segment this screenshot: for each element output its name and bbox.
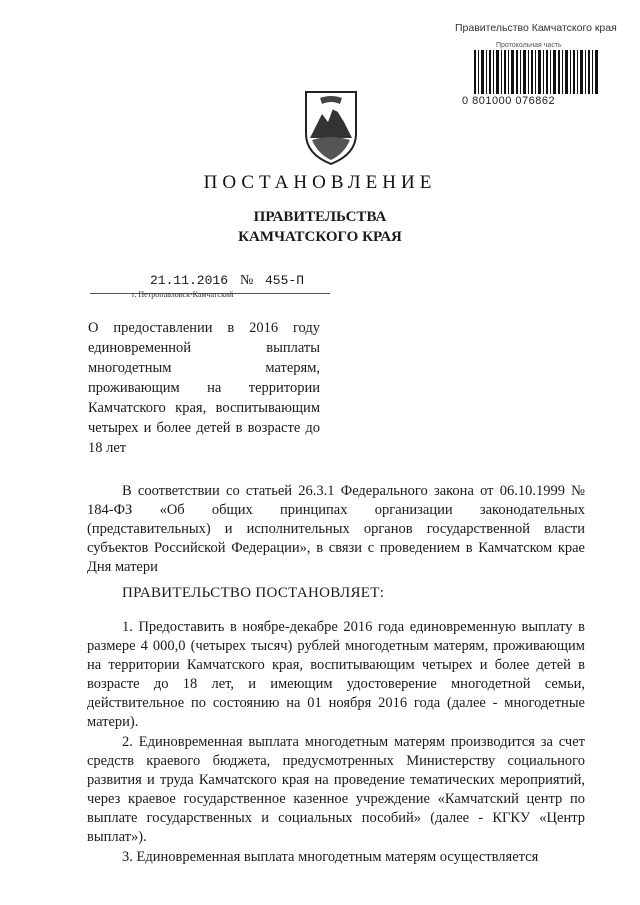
- document-number: 455-П: [265, 273, 305, 288]
- document-date: 21.11.2016: [150, 273, 229, 288]
- document-subject: [88, 318, 320, 458]
- decree-item-1: 1. Предоставить в ноябре-декабре 2016 года единовременную выплату в размере 4 000,0 (четырех тысяч) рублей многодетным матерям, проживающим на территории Камчатского края, воспитывающим четырех и более детей в возрасте до 18 лет, и имеющим удостоверение многодетной семьи, действительное по состоянию на 01 ноября 2016 года (далее - многодетные матери).: [87, 619, 585, 730]
- decree-heading: ПРАВИТЕЛЬСТВО ПОСТАНОВЛЯЕТ:: [122, 585, 385, 601]
- decree-item-2: 2. Единовременная выплата многодетным матерям производится за счет средств краевого бюджета, предусмотренных Министерству социального развития и труда Камчатского края на проведение тематических мероприятий, через краевое государственное казенное учреждение «Камчатский центр по выплате государственных и социальных пособий» (далее - КГКУ «Центр выплат»).: [87, 734, 585, 845]
- barcode-number: 0 801000 076862: [462, 95, 556, 107]
- preamble: [87, 482, 585, 577]
- kamchatka-emblem-icon: [300, 88, 362, 166]
- decree-items: [87, 618, 585, 868]
- city-name: г. Петропавловск-Камчатский: [132, 290, 234, 299]
- government-line-2: КАМЧАТСКОГО КРАЯ: [238, 229, 402, 245]
- number-sign: №: [240, 273, 254, 288]
- document-type-title: ПОСТАНОВЛЕНИЕ: [203, 172, 437, 193]
- subject-text: О предоставлении в 2016 году единовременной выплаты многодетным матерям, проживающим на территории Камчатского края, воспитывающим четырех и более детей в возрасте до 18 лет: [88, 320, 320, 456]
- decree-item-3: 3. Единовременная выплата многодетным матерям осуществляется: [122, 849, 539, 865]
- preamble-text: В соответствии со статьей 26.3.1 Федерального закона от 06.10.1999 № 184-ФЗ «Об общих принципах организации законодательных (представительных) и исполнительных органов государственной власти субъектов Российской Федерации», в связи с проведением в Камчатском крае Дня матери: [87, 483, 585, 575]
- government-line-1: ПРАВИТЕЛЬСТВА: [253, 209, 387, 225]
- barcode: [474, 50, 598, 94]
- stamp-subtitle: Протокольная часть: [496, 42, 562, 49]
- stamp-organization: Правительство Камчатского края: [455, 22, 617, 34]
